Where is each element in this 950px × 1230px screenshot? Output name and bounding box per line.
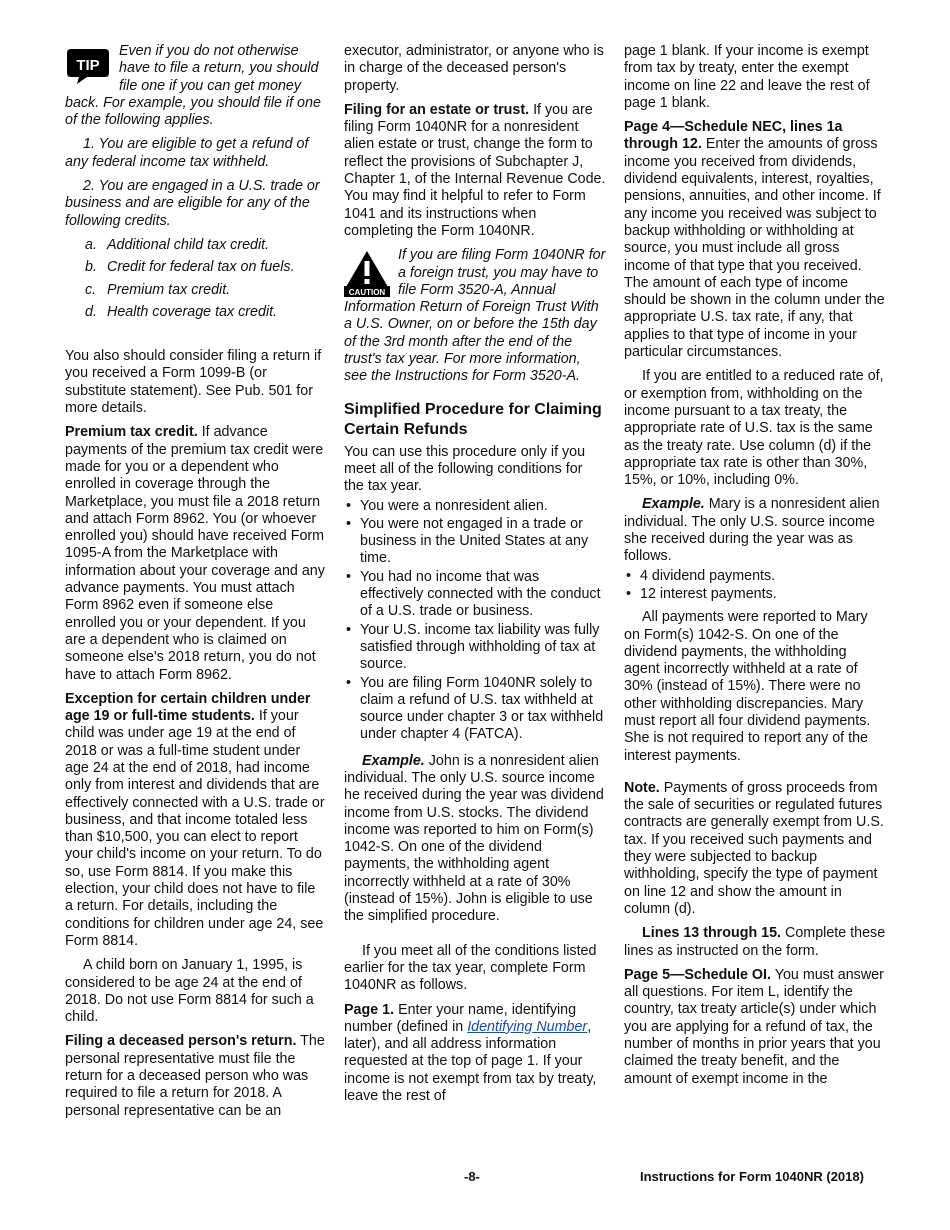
list-item: d. Health coverage tax credit.: [85, 303, 278, 320]
list-item: a. Additional child tax credit.: [85, 236, 270, 253]
tip-icon: [65, 45, 111, 85]
note-paragraph: Note. Payments of gross proceeds from the sale of securities or regulated futures contracts are generally exempt from U.S. tax. If you received such payments and they were subjected to backup withholding, specify the type of payment on line 12 and show the amount in column (d).: [624, 779, 884, 917]
continued-text: executor, administrator, or anyone who is in charge of the deceased person's property.: [344, 43, 604, 94]
example-paragraph: Example. John is a nonresident alien individual. The only U.S. source income he received during the year was dividend income from U.S. stocks. The dividend income was reported to him on Form(s) 1042-S. On one of the dividend payments, the withholding agent incorrectly withheld at a rate of 30% (instead of 15%). John is eligible to use the simplified procedure.: [344, 752, 604, 925]
list-item: • 4 dividend payments.: [624, 568, 886, 585]
example-paragraph: Example. Mary is a nonresident alien individual. The only U.S. source income she received during the year was as follows.: [624, 496, 880, 565]
identifying-number-link[interactable]: Identifying Number: [467, 1018, 588, 1035]
list-item: b. Credit for federal tax on fuels.: [85, 259, 295, 276]
child-born-paragraph: A child born on January 1, 1995, is considered to be age 24 at the end of 2018. Do not use Form 8814 for such a child.: [65, 957, 314, 1026]
svg-text:TIP: TIP: [76, 57, 100, 74]
caution-icon: [344, 249, 390, 297]
column-3: [624, 43, 886, 1095]
list-item: • You had no income that was effectively connected with the conduct of a U.S. trade or business.: [344, 569, 606, 621]
svg-text:CAUTION: CAUTION: [348, 288, 386, 298]
page-4-paragraph: Page 4—Schedule NEC, lines 1a through 12. Enter the amounts of gross income you received from dividends, dividend equivalents, interest, royalties, pensions, annuities, and other income. If any income you received was subject to backup withholding or withholding at source, you must include all gross income of that type that you received. The amount of each type of income should be shown in the column under the appropriate U.S. tax rate, if any, that applies to that type of income in your particular circumstances.: [624, 119, 885, 361]
list-item: • Your U.S. income tax liability was fully satisfied through withholding of tax at source.: [344, 622, 606, 674]
conditions-list: [344, 498, 606, 744]
caution-text: If you are filing Form 1040NR for a foreign trust, you may have to file Form 3520-A, Annual Information Return of Foreign Trust With a U.S. Owner, on or before the 15th day of the 3rd month after the end of the trust's tax year. For more information, see the Instructions for Form 3520-A.: [344, 247, 606, 385]
all-payments-paragraph: All payments were reported to Mary on Form(s) 1042-S. On one of the dividend payments, the withholding agent incorrectly withheld at a rate of 30% (instead of 15%). There were no other withholding discrepancies. Mary must report all four dividend payments. She is not required to report any of the interest payments.: [624, 609, 871, 764]
tip-text: Even if you do not otherwise have to file a return, you should file one if you can get money back. For example, you should file if one of the following applies.: [65, 43, 321, 129]
credit-list: [65, 237, 327, 321]
meet-paragraph: If you meet all of the conditions listed earlier for the tax year, complete Form 1040NR as follows.: [344, 942, 597, 994]
caution-box: [344, 247, 606, 385]
intro-paragraph: You can use this procedure only if you meet all of the following conditions for the tax year.: [344, 443, 586, 495]
section-heading: Simplified Procedure for Claiming Certain Refunds: [344, 400, 602, 438]
list-item: • You are filing Form 1040NR solely to claim a refund of U.S. tax withheld at source under chapter 3 or tax withheld under chapter 4 (FATCA).: [344, 675, 606, 744]
exception-paragraph: Exception for certain children under age 19 or full-time students. If your child was under age 19 at the end of 2018 or was a full-time student under age 24 at the end of 2018, had income only from interest and dividends that are effectively connected with a U.S. trade or business, and that income totaled less than $10,500, you can elect to report your child's income on your return. To do so, use Form 8814. If you make this election, your child does not have to file a return. For details, including the conditions for children under age 24, see Form 8814.: [65, 690, 325, 949]
list-item: c. Premium tax credit.: [85, 281, 231, 298]
list-item: • 12 interest payments.: [624, 586, 886, 603]
estate-trust-paragraph: Filing for an estate or trust. If you are filing Form 1040NR for a nonresident alien estate or trust, change the form to reflect the provisions of Subchapter J, Chapter 1, of the Internal Revenue Code. You may find it helpful to refer to Form 1041 and its instructions when completing the Form 1040NR.: [344, 101, 606, 239]
page-5-paragraph: Page 5—Schedule OI. You must answer all questions. For item L, identify the country, tax treaty article(s) under which you are applying for a refund of tax, the number of months in prior years that you claimed the treaty benefit, and the amount of exempt income in the: [624, 966, 884, 1087]
list-item: • You were not engaged in a trade or business in the United States at any time.: [344, 516, 606, 568]
consider-paragraph: You also should consider filing a return if you received a Form 1099-B (or substitute statement). See Pub. 501 for more details.: [65, 348, 322, 417]
list-item: • You were a nonresident alien.: [344, 498, 606, 515]
payments-list: [624, 568, 886, 604]
tip-box: [65, 43, 327, 129]
document-title: Instructions for Form 1040NR (2018): [640, 1169, 864, 1184]
deceased-paragraph: Filing a deceased person's return. The personal representative must file the return for a deceased person who was required to file a return for 2018. A personal representative can be an: [65, 1033, 325, 1119]
premium-tax-credit-paragraph: Premium tax credit. If advance payments of the premium tax credit were made for you or a dependent who enrolled in coverage through the Marketplace, you must file a 2018 return and attach Form 8962. You (or whoever enrolled you) should have received Form 1095-A from the Marketplace with information about your coverage and any advance payments. You must attach Form 8962 even if someone else enrolled you or your dependent. If you are a dependent who is claimed on someone else's 2018 return, you do not have to attach Form 8962.: [65, 424, 325, 683]
column-1: [65, 43, 327, 1127]
column-2: [344, 43, 606, 1112]
reduced-rate-paragraph: If you are entitled to a reduced rate of, or exemption from, withholding on the income pursuant to a tax treaty, the appropriate rate of U.S. tax is the same as the treaty rate. Use column (d) if the appropriate tax rate is other than 30%, 15%, or 10%, including 0%.: [624, 368, 884, 489]
continued-text: page 1 blank. If your income is exempt from tax by treaty, enter the exempt income on line 22 and leave the rest of page 1 blank.: [624, 43, 870, 111]
page-1-paragraph: Page 1. Enter your name, identifying number (defined in Identifying Number, later), and all address information requested at the top of page 1. If your income is not exempt from tax by treaty, leave the rest of: [344, 1001, 597, 1105]
tip-item-2: 2. You are engaged in a U.S. trade or business and are eligible for any of the following credits.: [65, 178, 320, 229]
lines-13-15-paragraph: Lines 13 through 15. Complete these lines as instructed on the form.: [624, 925, 886, 959]
tip-item-1: 1. You are eligible to get a refund of any federal income tax withheld.: [65, 136, 309, 170]
page-number: -8-: [464, 1169, 480, 1184]
